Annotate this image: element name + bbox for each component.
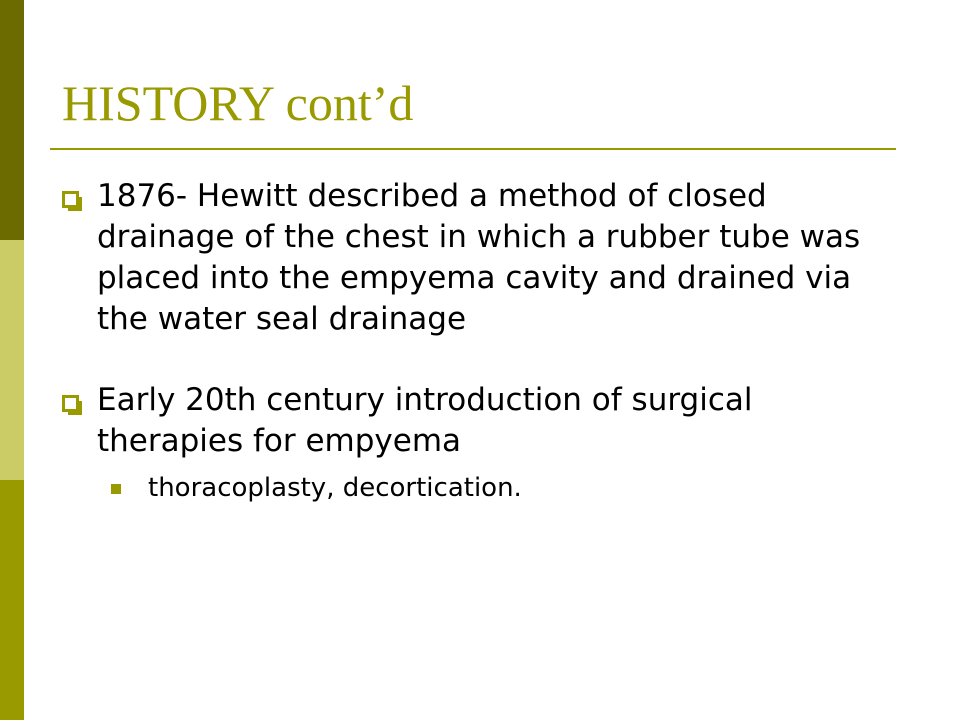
filled-square-bullet-icon [111,484,121,494]
bullet-text: Early 20th century introduction of surgical therapies for empyema [97,382,753,459]
sub-bullet-text: thoracoplasty, decortication. [148,473,522,503]
title-divider [50,148,896,150]
bullet-text: 1876- Hewitt described a method of closed drainage of the chest in which a rubber tube was placed into the empyema cavity and drained via the water seal drainage [97,178,861,337]
bullet-item [62,176,902,340]
slide-content [62,176,902,505]
bullet-item [62,380,902,462]
sub-bullet-item [62,471,902,505]
side-bar-segment-top [0,0,24,240]
hollow-square-bullet-icon [62,191,79,208]
side-color-bar [0,0,24,720]
hollow-square-bullet-icon [62,395,79,412]
side-bar-segment-middle [0,240,24,480]
side-bar-segment-bottom [0,480,24,720]
slide-title: HISTORY cont’d [62,75,414,131]
